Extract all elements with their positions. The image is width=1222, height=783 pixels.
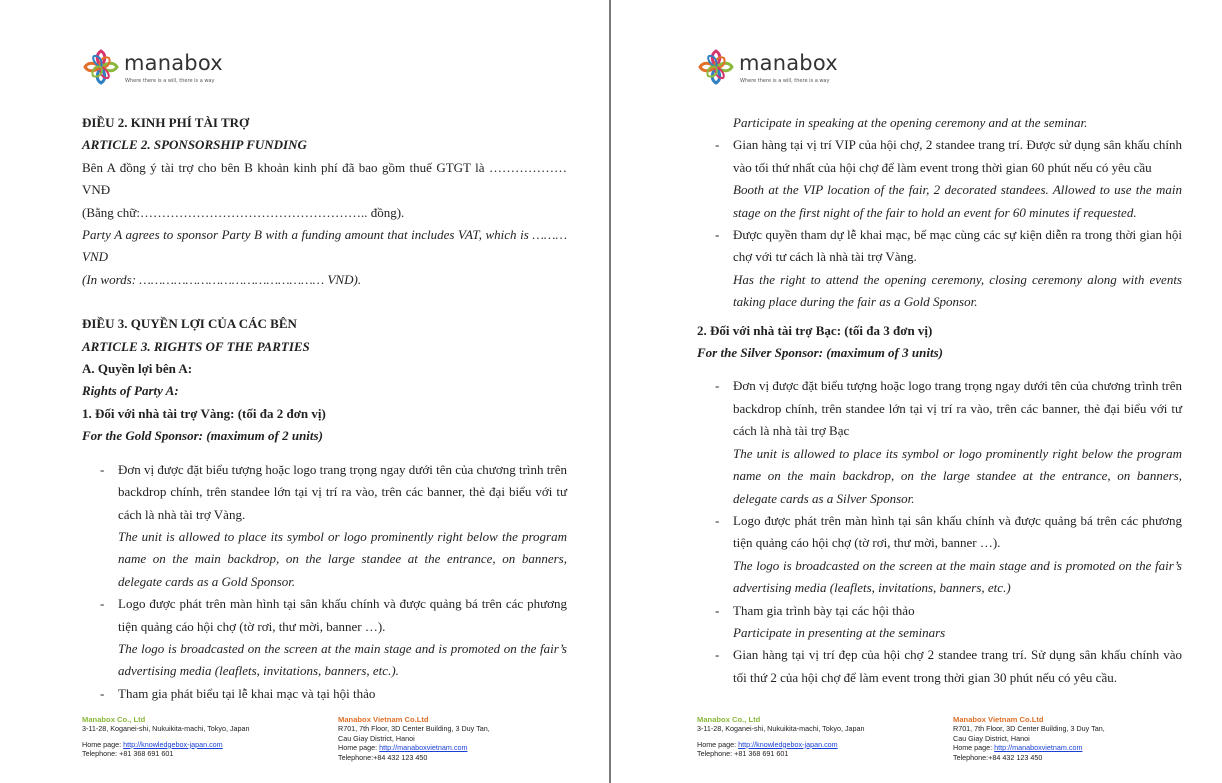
list-item: - Logo được phát trên màn hình tại sân khấu chính và được quảng bá trên các phương tiện quảng cáo hội chợ (tờ rơi, thư mời, banner …). The logo is broadcasted on the screen at the main stage and is promoted on the fair’s advertising media (leaflets, invitations, banners, etc.): [697, 510, 1182, 600]
list-item-text-vi: Đơn vị được đặt biểu tượng hoặc logo trang trọng ngay dưới tên của chương trình trên backdrop chính, trên standee lớn tại vị trí ra vào, trên các banner, thẻ đại biểu với tư cách là nhà tài trợ Vàng.: [118, 461, 567, 522]
left-page-content: [82, 112, 567, 705]
silver-sponsor-heading-en: For the Silver Sponsor: (maximum of 3 units): [697, 345, 943, 361]
list-item: - Đơn vị được đặt biểu tượng hoặc logo trang trọng ngay dưới tên của chương trình trên backdrop chính, trên standee lớn tại vị trí ra vào, trên các banner, thẻ đại biểu với tư cách là nhà tài trợ Bạc The unit is allowed to place its symbol or logo prominently right below the program name on the main backdrop, on the large standee at the entrance, on banners, delegate cards as a Silver Sponsor.: [697, 375, 1182, 509]
list-item: - Tham gia trình bày tại các hội thảo Participate in presenting at the seminars: [697, 600, 1182, 645]
right-page-content: [697, 112, 1182, 689]
footer-homepage-link-vn[interactable]: http://manaboxvietnam.com: [379, 743, 468, 753]
article-2-heading-en: ARTICLE 2. SPONSORSHIP FUNDING: [82, 137, 307, 153]
list-item-text-vi: Tham gia phát biểu tại lễ khai mạc và tại hội thảo: [118, 685, 376, 701]
list-item: - Đơn vị được đặt biểu tượng hoặc logo trang trọng ngay dưới tên của chương trình trên backdrop chính, trên standee lớn tại vị trí ra vào, trên các banner, thẻ đại biểu với tư cách là nhà tài trợ Vàng. The unit is allowed to place its symbol or logo prominently right below the program name on the main backdrop, on the large standee at the entrance, on banners, delegate cards as a Gold Sponsor.: [82, 459, 567, 593]
footer-homepage-link-jp[interactable]: http://knowledgebox-japan.com: [123, 739, 223, 749]
gold-sponsor-heading-vi: 1. Đối với nhà tài trợ Vàng: (tối đa 2 đơn vị): [82, 405, 326, 421]
gold-sponsor-heading-en: For the Gold Sponsor: (maximum of 2 units): [82, 428, 323, 444]
list-item-text-en: Participate in presenting at the seminars: [733, 624, 946, 640]
footer-address-vn-1: R701, 7th Floor, 3D Center Building, 3 Duy Tan,: [338, 724, 490, 734]
brand-tagline: Where there is a will, there is a way: [125, 78, 215, 84]
footer-telephone-vn: Telephone:+84 432 123 450: [953, 752, 1043, 762]
footer-homepage-label: Home page:: [82, 739, 124, 749]
article-2-in-words-vi: (Bằng chữ:…………………………………………….. đồng).: [82, 204, 405, 220]
continued-text-en: Participate in speaking at the opening ceremony and at the seminar.: [733, 115, 1088, 130]
list-item-text-vi: Logo được phát trên màn hình tại sân khấu chính và được quảng bá trên các phương tiện quảng cáo hội chợ (tờ rơi, thư mời, banner …).: [118, 596, 567, 634]
list-item-text-en: The unit is allowed to place its symbol or logo prominently right below the program name on the main backdrop, on the large standee at the entrance, on banners, delegate cards as a Gold Sponsor.: [118, 528, 567, 589]
document-page-left: [0, 0, 609, 783]
list-item: - Gian hàng tại vị trí đẹp của hội chợ 2 standee trang trí. Sử dụng sân khấu chính vào tối thứ 2 của hội chợ để làm event trong thời gian 30 phút nếu có yêu cầu.: [697, 644, 1182, 689]
list-item-text-en: The unit is allowed to place its symbol or logo prominently right below the program name on the main backdrop, on the large standee at the entrance, on banners, delegate cards as a Silver Sponsor.: [733, 445, 1182, 506]
manabox-flower-icon: [82, 48, 120, 86]
list-item-text-vi: Gian hàng tại vị trí đẹp của hội chợ 2 standee trang trí. Sử dụng sân khấu chính vào tối thứ 2 của hội chợ để làm event trong thời gian 30 phút nếu có yêu cầu.: [733, 647, 1182, 685]
list-item-text-en: Booth at the VIP location of the fair, 2 decorated standees. Allowed to use the main stage on the first night of the fair to hold an event for 60 minutes if requested.: [733, 182, 1182, 220]
list-item: - Logo được phát trên màn hình tại sân khấu chính và được quảng bá trên các phương tiện quảng cáo hội chợ (tờ rơi, thư mời, banner …). The logo is broadcasted on the screen at the main stage and is promoted on the fair’s advertising media (leaflets, invitations, banners, etc.).: [82, 593, 567, 683]
document-page-right: [611, 0, 1222, 783]
list-item-text-vi: Đơn vị được đặt biểu tượng hoặc logo trang trọng ngay dưới tên của chương trình trên backdrop chính, trên standee lớn tại vị trí ra vào, trên các banner, thẻ đại biểu với tư cách là nhà tài trợ Bạc: [733, 378, 1182, 439]
footer-company-jp: Manabox Co., Ltd: [82, 715, 146, 724]
footer-company-vn: Manabox Vietnam Co.Ltd: [953, 715, 1044, 724]
footer-telephone-jp: Telephone: +81 368 691 601: [697, 749, 789, 759]
footer-company-vn: Manabox Vietnam Co.Ltd: [338, 715, 429, 724]
footer-address-jp: 3-11-28, Koganei-shi, Nukuikita-machi, Tokyo, Japan: [697, 724, 865, 734]
footer-vietnam-office: [338, 715, 568, 762]
list-item: - Tham gia phát biểu tại lễ khai mạc và tại hội thảo: [82, 683, 567, 705]
list-item-text-vi: Được quyền tham dự lễ khai mạc, bế mạc cùng các sự kiện diễn ra trong thời gian hội chợ với tư cách là nhà tài trợ Vàng.: [733, 227, 1182, 265]
list-item-text-vi: Tham gia trình bày tại các hội thảo: [733, 602, 915, 618]
manabox-flower-icon: [697, 48, 735, 86]
article-2-funding-en: Party A agrees to sponsor Party B with a funding amount that includes VAT, which is ………VND: [82, 227, 567, 265]
footer-homepage-label: Home page:: [697, 739, 739, 749]
brand-wordmark: manabox: [739, 51, 838, 75]
article-3-heading-en: ARTICLE 3. RIGHTS OF THE PARTIES: [82, 338, 310, 354]
party-a-rights-en: Rights of Party A:: [82, 383, 179, 399]
article-2-in-words-en: (In words: ………………………………………… VND).: [82, 271, 362, 287]
footer-vietnam-office: [953, 715, 1183, 762]
article-3-heading-vi: ĐIỀU 3. QUYỀN LỢI CỦA CÁC BÊN: [82, 316, 297, 332]
footer-address-jp: 3-11-28, Koganei-shi, Nukuikita-machi, Tokyo, Japan: [82, 724, 250, 734]
footer-homepage-link-jp[interactable]: http://knowledgebox-japan.com: [738, 739, 838, 749]
article-2-heading-vi: ĐIỀU 2. KINH PHÍ TÀI TRỢ: [82, 115, 250, 130]
list-item: - Gian hàng tại vị trí VIP của hội chợ, 2 standee trang trí. Được sử dụng sân khấu chính vào tối thứ nhất của hội chợ để làm event trong thời gian 60 phút nếu có yêu cầu Booth at the VIP location of the fair, 2 decorated standees. Allowed to use the main stage on the first night of the fair to hold an event for 60 minutes if requested.: [697, 134, 1182, 224]
footer-company-jp: Manabox Co., Ltd: [697, 715, 761, 724]
list-item-text-en: The logo is broadcasted on the screen at the main stage and is promoted on the fair’s advertising media (leaflets, invitations, banners, etc.).: [118, 640, 567, 679]
footer-address-vn-2: Cau Giay District, Hanoi: [338, 733, 415, 743]
party-a-rights-vi: A. Quyền lợi bên A:: [82, 361, 193, 377]
footer-japan-office: [82, 715, 312, 759]
brand-tagline: Where there is a will, there is a way: [740, 78, 830, 84]
list-item: - Được quyền tham dự lễ khai mạc, bế mạc cùng các sự kiện diễn ra trong thời gian hội chợ với tư cách là nhà tài trợ Vàng. Has the right to attend the opening ceremony, closing ceremony along with events taking place during the fair as a Gold Sponsor.: [697, 224, 1182, 314]
footer-homepage-label: Home page:: [953, 743, 995, 753]
footer-address-vn-2: Cau Giay District, Hanoi: [953, 733, 1030, 743]
brand-wordmark: manabox: [124, 51, 223, 75]
list-item-text-vi: Logo được phát trên màn hình tại sân khấu chính và được quảng bá trên các phương tiện quảng cáo hội chợ (tờ rơi, thư mời, banner …).: [733, 512, 1182, 551]
article-2-funding-vi: Bên A đồng ý tài trợ cho bên B khoản kinh phí đã bao gồm thuế GTGT là ………………VNĐ: [82, 159, 567, 198]
footer-address-vn-1: R701, 7th Floor, 3D Center Building, 3 Duy Tan,: [953, 724, 1105, 734]
list-item-text-vi: Gian hàng tại vị trí VIP của hội chợ, 2 standee trang trí. Được sử dụng sân khấu chính vào tối thứ nhất của hội chợ để làm event trong thời gian 60 phút nếu có yêu cầu: [733, 137, 1182, 175]
list-item-text-en: The logo is broadcasted on the screen at the main stage and is promoted on the fair’s advertising media (leaflets, invitations, banners, etc.): [733, 557, 1182, 596]
footer-telephone-vn: Telephone:+84 432 123 450: [338, 752, 428, 762]
footer-homepage-label: Home page:: [338, 743, 380, 753]
footer-homepage-link-vn[interactable]: http://manaboxvietnam.com: [994, 743, 1083, 753]
footer-telephone-jp: Telephone: +81 368 691 601: [82, 749, 174, 759]
silver-sponsor-heading-vi: 2. Đối với nhà tài trợ Bạc: (tối đa 3 đơn vị): [697, 322, 933, 338]
list-item-text-en: Has the right to attend the opening ceremony, closing ceremony along with events taking place during the fair as a Gold Sponsor.: [733, 271, 1182, 310]
footer-japan-office: [697, 715, 927, 759]
